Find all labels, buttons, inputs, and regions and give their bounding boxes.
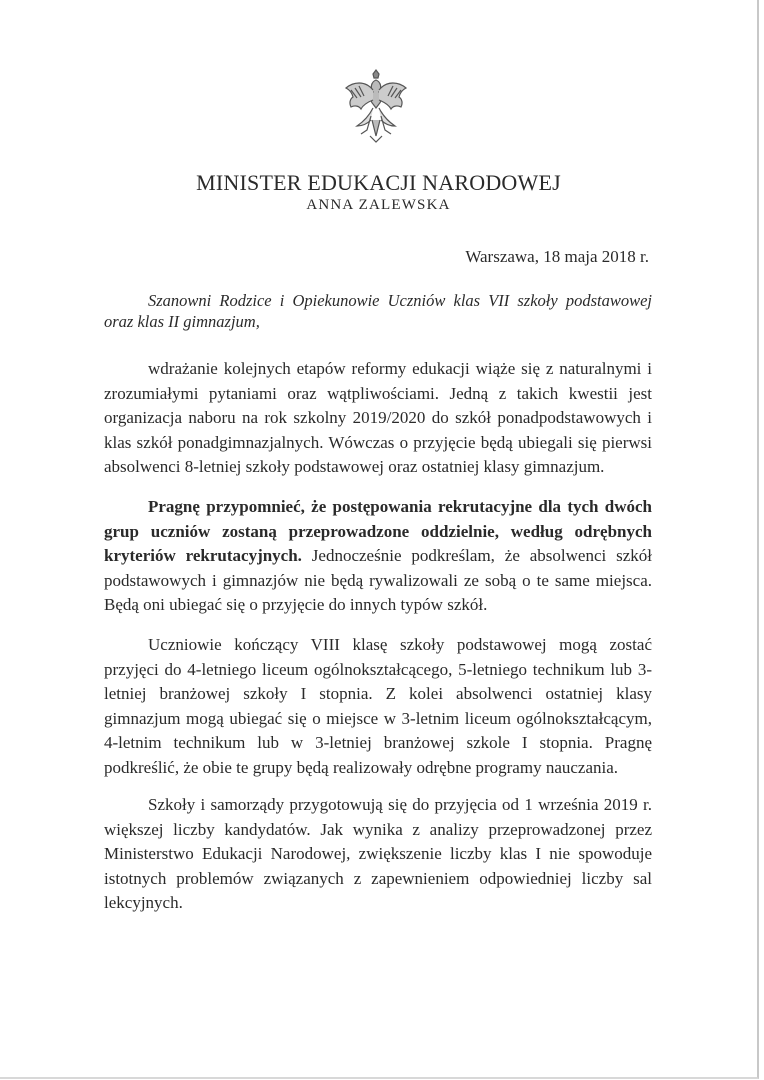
emphasis-text: Pragnę przypomnieć, że postępowania rekrutacyjne dla tych dwóch grup uczniów zostaną przeprowadzone oddzielnie, według odrębnych kryteriów rekrutacyjnych. <box>104 497 652 566</box>
minister-name: ANNA ZALEWSKA <box>306 197 451 213</box>
minister-title: MINISTER EDUKACJI NARODOWEJ <box>196 170 561 195</box>
paragraph-text: Jednocześnie podkreślam, że absolwenci szkół podstawowych i gimnazjów nie będą rywalizowali ze sobą o te same miejsca. Będą oni ubiegać się o przyjęcie do innych typów szkół. <box>104 546 652 615</box>
letter-paragraph-1: wdrażanie kolejnych etapów reformy edukacji wiąże się z naturalnymi i zrozumiałymi pytaniami oraz wątpliwościami. Jedną z takich kwestii jest organizacja naboru na rok szkolny 2019/2020 do szkół ponadpodstawowych i klas szkół ponadgimnazjalnych. Wówczas o przyjęcie będą ubiegali się pierwsi absolwenci 8-letniej szkoły podstawowej oraz ostatniej klasy gimnazjum. <box>104 359 652 477</box>
eagle-emblem-icon <box>343 68 409 144</box>
letter-salutation: Szanowni Rodzice i Opiekunowie Uczniów klas VII szkoły podstawowej oraz klas II gimnazjum, <box>104 291 652 331</box>
letter-paragraph-2 <box>104 495 652 618</box>
letter-date: Warszawa, 18 maja 2018 r. <box>465 247 649 266</box>
letter-paragraph-4: Szkoły i samorządy przygotowują się do przyjęcia od 1 września 2019 r. większej liczby kandydatów. Jak wynika z analizy przeprowadzonej przez Ministerstwo Edukacji Narodowej, zwiększenie liczby klas I nie spowoduje istotnych problemów związanych z zapewnieniem odpowiedniej liczby sal lekcyjnych. <box>104 795 652 913</box>
letter-paragraph-3: Uczniowie kończący VIII klasę szkoły podstawowej mogą zostać przyjęci do 4-letniego liceum ogólnokształcącego, 5-letniego technikum lub 3-letniej branżowej szkoły I stopnia. Z kolei absolwenci ostatniej klasy gimnazjum mogą ubiegać się o miejsce w 3-letnim liceum ogólnokształcącym, 4-letnim technikum lub w 3-letniej branżowej szkole I stopnia. Pragnę podkreślić, że obie te grupy będą realizowały odrębne programy nauczania. <box>104 635 652 777</box>
